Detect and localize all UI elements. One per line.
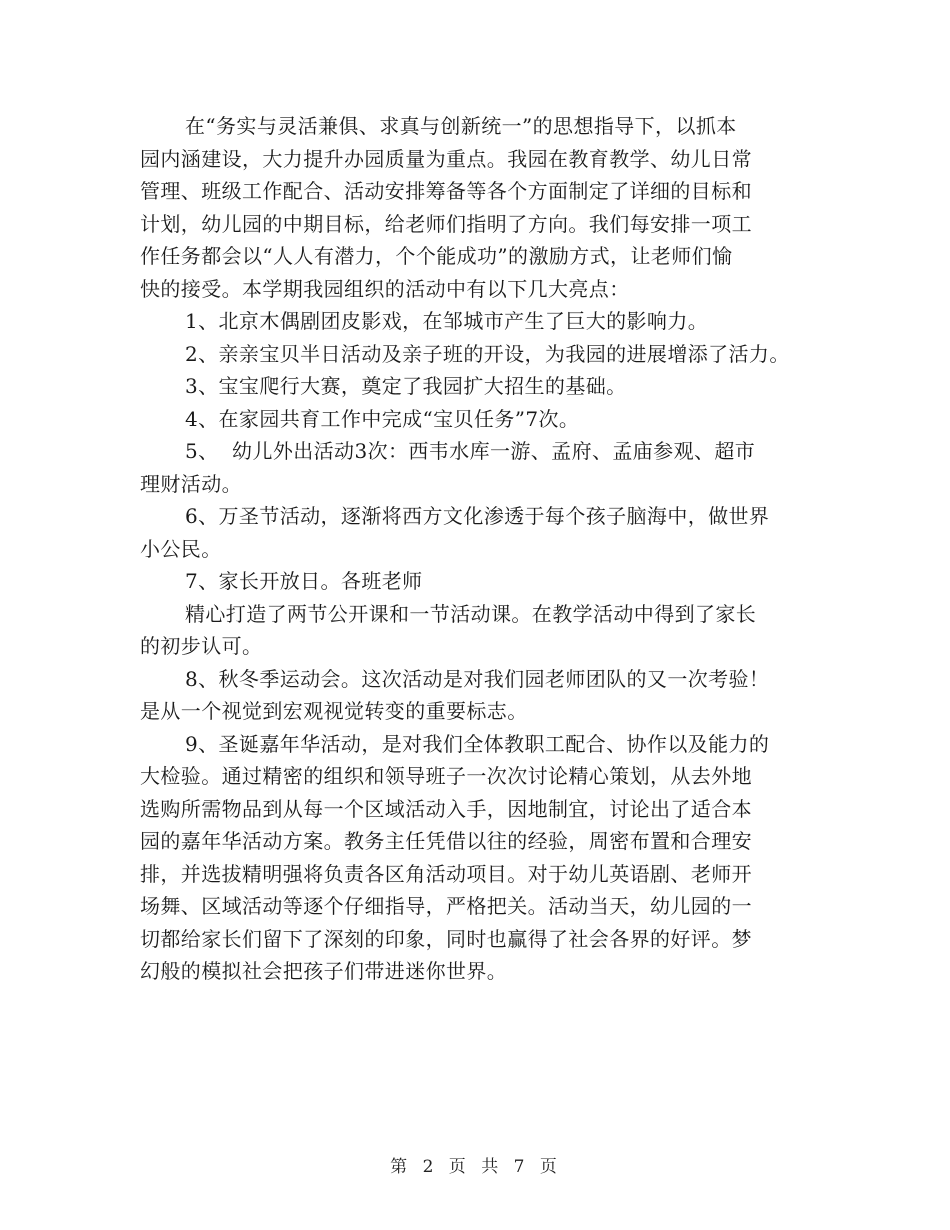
list-item-5-continued: 理财活动。 <box>140 471 242 496</box>
paragraph-line: 快的接受。本学期我园组织的活动中有以下几大亮点： <box>140 276 630 301</box>
page-footer: 第 2 页 共 7 页 <box>390 1157 560 1177</box>
list-item-5: 5、 幼儿外出活动3次：西韦水库一游、孟府、孟庙参观、超市 <box>185 439 756 463</box>
list-item-8: 8、秋冬季运动会。这次活动是对我们园老师团队的又一次考验！ <box>185 666 770 691</box>
paragraph-line: 的初步认可。 <box>140 634 263 658</box>
list-item-9: 9、圣诞嘉年华活动，是对我们全体教职工配合、协作以及能力的 <box>185 731 770 756</box>
document-body <box>140 110 820 988</box>
list-item-9-continued: 切都给家长们留下了深刻的印象，同时也赢得了社会各界的好评。梦 <box>140 926 752 951</box>
paragraph-line: 管理、班级工作配合、活动安排筹备等各个方面制定了详细的目标和 <box>140 179 752 203</box>
list-item-3: 3、宝宝爬行大赛，奠定了我园扩大招生的基础。 <box>185 374 627 398</box>
paragraph-line: 园内涵建设，大力提升办园质量为重点。我园在教育教学、幼儿日常 <box>140 146 752 171</box>
list-item-7: 7、家长开放日。各班老师 <box>185 569 423 593</box>
paragraph-line: 精心打造了两节公开课和一节活动课。在教学活动中得到了家长 <box>185 601 757 626</box>
list-item-9-continued: 园的嘉年华活动方案。教务主任凭借以往的经验，周密布置和合理安 <box>140 829 752 853</box>
list-item-9-continued: 大检验。通过精密的组织和领导班子一次次讨论精心策划，从去外地 <box>140 764 752 788</box>
list-item-9-continued: 幻般的模拟社会把孩子们带进迷你世界。 <box>140 959 508 983</box>
paragraph-line: 在“务实与灵活兼俱、求真与创新统一”的思想指导下，以抓本 <box>185 114 737 138</box>
list-item-1: 1、北京木偶剧团皮影戏，在邹城市产生了巨大的影响力。 <box>185 309 709 333</box>
list-item-2: 2、亲亲宝贝半日活动及亲子班的开设，为我园的进展增添了活力。 <box>185 341 790 366</box>
list-item-8-continued: 是从一个视觉到宏观视觉转变的重要标志。 <box>140 699 528 723</box>
list-item-4: 4、在家园共育工作中完成“宝贝任务”7次。 <box>185 406 580 431</box>
paragraph-line: 作任务都会以“人人有潜力，个个能成功”的激励方式，让老师们愉 <box>140 244 733 268</box>
list-item-9-continued: 选购所需物品到从每一个区域活动入手，因地制宜，讨论出了适合本 <box>140 796 752 821</box>
list-item-6-continued: 小公民。 <box>140 536 222 561</box>
list-item-9-continued: 排，并选拔精明强将负责各区角活动项目。对于幼儿英语剧、老师开 <box>140 861 752 886</box>
list-item-9-continued: 场舞、区域活动等逐个仔细指导，严格把关。活动当天，幼儿园的一 <box>140 894 752 918</box>
paragraph-line: 计划，幼儿园的中期目标，给老师们指明了方向。我们每安排一项工 <box>140 211 752 236</box>
list-item-6: 6、万圣节活动，逐渐将西方文化渗透于每个孩子脑海中，做世界 <box>185 504 770 528</box>
